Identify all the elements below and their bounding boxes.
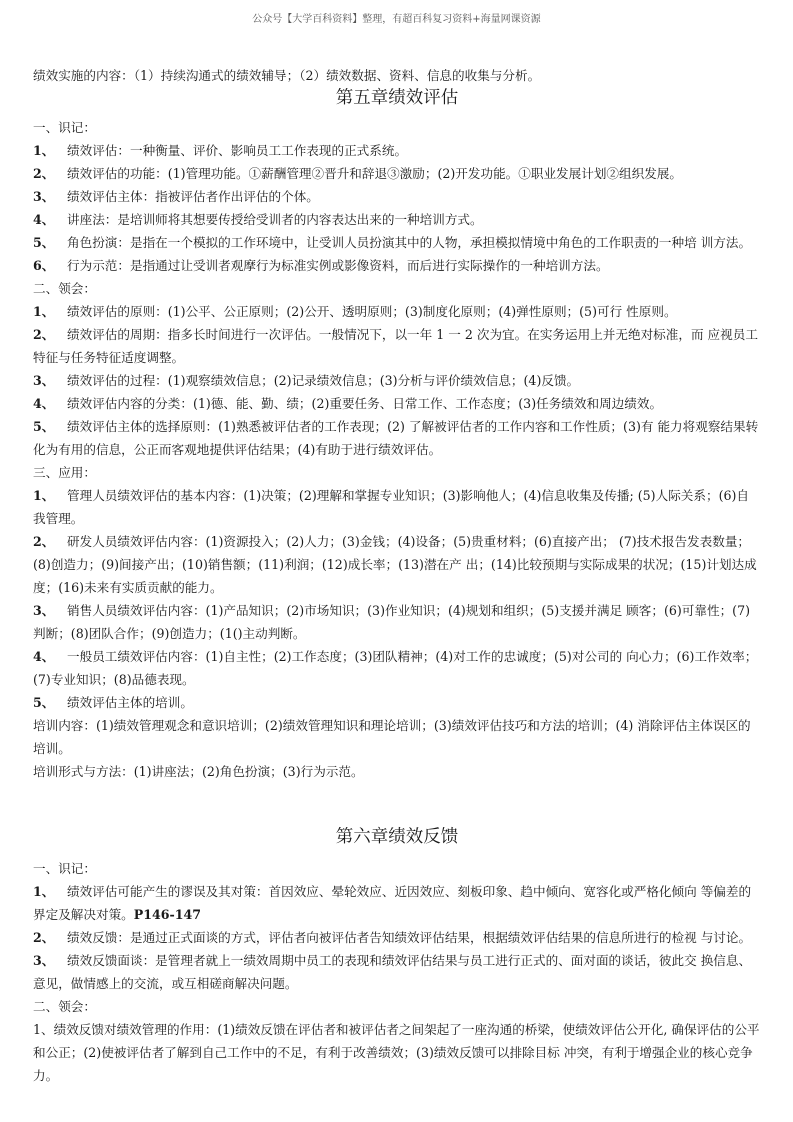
item-number: 3、: [33, 189, 55, 204]
page-reference: P146-147: [133, 907, 202, 922]
item-text: 绩效评估的过程：(1)观察绩效信息；(2)记录绩效信息；(3)分析与评价绩效信息；(4)反馈。: [67, 373, 580, 388]
item-text: 一般员工绩效评估内容：(1)自主性；(2)工作态度；(3)团队精神；(4)对工作的忠诚度；(5)对公司的 向心力；(6)工作效率；(7)专业知识；(8)品德表现。: [33, 649, 758, 687]
ch5-s3-item: [33, 530, 761, 599]
item-number: 1、: [33, 143, 55, 158]
ch6-s1-item: [33, 926, 761, 949]
item-text: 绩效评估：一种衡量、评价、影响员工工作表现的正式系统。: [67, 143, 408, 158]
item-text: 绩效评估的周期：指多长时间进行一次评估。一般情况下，以一年 1 一 2 次为宜。在实务运用上并无绝对标准，而 应视员工特征与任务特征适度调整。: [33, 327, 758, 365]
ch5-s3-item: [33, 691, 761, 714]
item-number: 4、: [33, 649, 55, 664]
ch5-section-3-heading: 三、应用：: [33, 465, 96, 480]
item-number: 3、: [33, 373, 55, 388]
item-text: 绩效评估内容的分类：(1)德、能、勤、绩；(2)重要任务、日常工作、工作态度；(3)任务绩效和周边绩效。: [67, 396, 663, 411]
item-text: 研发人员绩效评估内容：(1)资源投入；(2)人力；(3)金钱；(4)设备；(5)贵重材料；(6)直接产出； (7)技术报告发表数量；(8)创造力；(9)间接产出；(10)销售额；(11)利润；(12)成长率；(13)潜在产 出；(14)比较预期与实际成果的状况；(15)计划达成度；(16)未来有实质贡献的能力。: [33, 534, 757, 595]
ch5-s2-item: [33, 392, 761, 415]
ch5-section-2-heading: 二、领会：: [33, 281, 96, 296]
item-text: 绩效评估主体的选择原则：(1)熟悉被评估者的工作表现；(2) 了解被评估者的工作内容和工作性质；(3)有 能力将观察结果转化为有用的信息，公正而客观地提供评估结果；(4)有助于进行绩效评估。: [33, 419, 759, 457]
item-text: 讲座法：是培训师将其想要传授给受训者的内容表达出来的一种培训方式。: [67, 212, 483, 227]
ch5-section-1-heading: 一、识记：: [33, 120, 96, 135]
item-number: 2、: [33, 327, 55, 342]
item-number: 5、: [33, 235, 55, 250]
item-number: 3、: [33, 953, 55, 968]
page-header: 公众号【大学百科资料】整理，有超百科复习资料+海量网课资源: [252, 14, 541, 25]
item-text: 绩效评估的原则：(1)公平、公正原则；(2)公开、透明原则；(3)制度化原则；(4)弹性原则；(5)可行 性原则。: [67, 304, 677, 319]
ch5-s3-item: [33, 599, 761, 645]
ch5-s1-item: [33, 254, 761, 277]
ch6-section-1-heading: 一、识记：: [33, 861, 96, 876]
item-text: 行为示范：是指通过让受训者观摩行为标准实例或影像资料，而后进行实际操作的一种培训方法。: [67, 258, 609, 273]
item-number: 1、: [33, 488, 55, 503]
ch6-s1-item: [33, 949, 761, 995]
item-number: 1、: [33, 884, 55, 899]
item-number: 2、: [33, 930, 55, 945]
item-text: 绩效评估主体：指被评估者作出评估的个体。: [67, 189, 319, 204]
item-number: 5、: [33, 419, 55, 434]
ch5-s1-item: [33, 185, 761, 208]
ch5-s1-item: [33, 139, 761, 162]
item-number: 1、: [33, 304, 55, 319]
ch5-s3-item: [33, 645, 761, 691]
ch5-s1-item: [33, 208, 761, 231]
document-body: [33, 64, 761, 1087]
item-text: 绩效评估的功能：(1)管理功能。①薪酬管理②晋升和辞退③激励；(2)开发功能。①职业发展计划②组织发展。: [67, 166, 682, 181]
intro-paragraph: 绩效实施的内容：（1）持续沟通式的绩效辅导；（2）绩效数据、资料、信息的收集与分析。: [33, 68, 541, 83]
item-number: 4、: [33, 212, 55, 227]
ch5-s3-item: [33, 484, 761, 530]
item-number: 2、: [33, 166, 55, 181]
training-method-paragraph: 培训形式与方法：(1)讲座法；(2)角色扮演；(3)行为示范。: [33, 764, 364, 779]
ch6-s1-item: [33, 880, 761, 926]
item-text: 角色扮演：是指在一个模拟的工作环境中，让受训人员扮演其中的人物，承担模拟情境中角色的工作职责的一种培 训方法。: [67, 235, 752, 250]
ch5-s2-item: [33, 369, 761, 392]
item-text: 销售人员绩效评估内容：(1)产品知识；(2)市场知识；(3)作业知识；(4)规划和组织；(5)支援并满足 顾客；(6)可靠性；(7)判断；(8)团队合作；(9)创造力；(1()主动判断。: [33, 603, 751, 641]
ch6-s2-item: 1、绩效反馈对绩效管理的作用：(1)绩效反馈在评估者和被评估者之间架起了一座沟通的桥梁，使绩效评估公开化, 确保评估的公平和公正；(2)使被评估者了解到自己工作中的不足，有利于改善绩效；(3)绩效反馈可以排除目标 冲突，有利于增强企业的核心竞争力。: [33, 1022, 760, 1083]
item-text: 绩效评估可能产生的谬误及其对策：首因效应、晕轮效应、近因效应、刻板印象、趋中倾向、宽容化或严格化倾向 等偏差的界定及解决对策。: [33, 884, 752, 922]
item-number: 6、: [33, 258, 55, 273]
ch5-s1-item: [33, 231, 761, 254]
chapter-5-title: 第五章绩效评估: [335, 88, 459, 108]
item-number: 4、: [33, 396, 55, 411]
ch5-s2-item: [33, 323, 761, 369]
ch6-section-2-heading: 二、领会：: [33, 999, 96, 1014]
item-number: 3、: [33, 603, 55, 618]
chapter-6-title: 第六章绩效反馈: [335, 827, 459, 847]
item-text: 绩效反馈面谈：是管理者就上一绩效周期中员工的表现和绩效评估结果与员工进行正式的、面对面的谈话，彼此交 换信息、意见，做情感上的交流，或互相磋商解决问题。: [33, 953, 752, 991]
ch5-s2-item: [33, 300, 761, 323]
ch5-s1-item: [33, 162, 761, 185]
item-number: 5、: [33, 695, 55, 710]
item-text: 绩效评估主体的培训。: [67, 695, 193, 710]
ch5-s2-item: [33, 415, 761, 461]
item-text: 绩效反馈：是通过正式面谈的方式，评估者向被评估者告知绩效评估结果，根据绩效评估结果的信息所进行的检视 与讨论。: [67, 930, 752, 945]
training-content-paragraph: 培训内容：(1)绩效管理观念和意识培训；(2)绩效管理知识和理论培训；(3)绩效评估技巧和方法的培训；(4) 消除评估主体误区的培训。: [33, 718, 751, 756]
item-text: 管理人员绩效评估的基本内容：(1)决策；(2)理解和掌握专业知识；(3)影响他人；(4)信息收集及传播; (5)人际关系；(6)自我管理。: [33, 488, 749, 526]
item-number: 2、: [33, 534, 55, 549]
